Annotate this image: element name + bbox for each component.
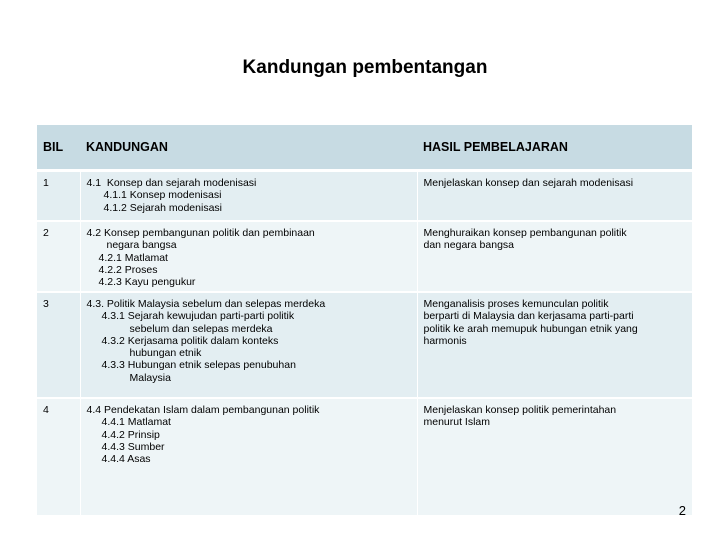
kandungan-line: 4.4.3 Sumber	[101, 440, 165, 453]
table-row	[37, 398, 692, 516]
hasil-line: Menghuraikan konsep pembangunan politik	[423, 227, 627, 239]
hasil-line: Menjelaskan konsep dan sejarah modenisasi	[423, 177, 634, 189]
hasil-line: politik ke arah memupuk hubungan etnik yang	[423, 322, 638, 335]
row-kandungan	[80, 292, 417, 398]
row-kandungan	[80, 221, 417, 292]
kandungan-line: 4.3.2 Kerjasama politik dalam konteks	[101, 334, 279, 347]
table-header-row	[37, 125, 692, 171]
page-title: Kandungan pembentangan	[242, 57, 488, 78]
header-kandungan: KANDUNGAN	[80, 125, 417, 171]
row-kandungan	[80, 398, 417, 516]
kandungan-line: 4.3. Politik Malaysia sebelum dan selepas merdeka	[86, 298, 326, 310]
hasil-line: Menjelaskan konsep politik pemerintahan	[423, 404, 617, 416]
kandungan-line: sebelum dan selepas merdeka	[129, 322, 273, 335]
kandungan-line: 4.4.2 Prinsip	[101, 428, 160, 441]
header-bil: BIL	[37, 125, 80, 171]
row-hasil	[417, 292, 692, 398]
kandungan-line: 4.4.1 Matlamat	[101, 416, 171, 429]
table-row	[37, 221, 692, 292]
hasil-line: berparti di Malaysia dan kerjasama parti-parti	[423, 310, 634, 323]
hasil-line: menurut Islam	[423, 416, 491, 429]
kandungan-line: 4.2 Konsep pembangunan politik dan pembinaan	[86, 227, 315, 239]
row-hasil	[417, 171, 692, 222]
kandungan-line: 4.1 Konsep dan sejarah modenisasi	[86, 177, 257, 189]
kandungan-line: 4.3.1 Sejarah kewujudan parti-parti politik	[101, 310, 295, 323]
kandungan-line: 4.2.1 Matlamat	[98, 251, 168, 264]
kandungan-line: 4.4 Pendekatan Islam dalam pembangunan politik	[86, 404, 320, 416]
hasil-line: dan negara bangsa	[423, 239, 514, 252]
kandungan-line: 4.4.4 Asas	[101, 453, 151, 466]
table-row	[37, 171, 692, 222]
hasil-line: Menganalisis proses kemunculan politik	[423, 298, 609, 310]
header-hasil: HASIL PEMBELAJARAN	[417, 125, 692, 171]
kandungan-line: Malaysia	[129, 371, 171, 384]
kandungan-line: negara bangsa	[106, 239, 177, 252]
kandungan-line: hubungan etnik	[129, 347, 202, 360]
kandungan-line: 4.1.1 Konsep modenisasi	[103, 189, 222, 202]
kandungan-line: 4.3.3 Hubungan etnik selepas penubuhan	[101, 359, 296, 372]
row-number: 2	[37, 221, 80, 292]
row-number: 3	[37, 292, 80, 398]
kandungan-line: 4.2.3 Kayu pengukur	[98, 276, 196, 289]
kandungan-line: 4.2.2 Proses	[98, 263, 158, 276]
table-row	[37, 292, 692, 398]
row-hasil	[417, 398, 692, 516]
row-hasil	[417, 221, 692, 292]
content-table	[37, 125, 693, 517]
kandungan-line: 4.1.2 Sejarah modenisasi	[103, 201, 222, 214]
row-number: 1	[37, 171, 80, 222]
hasil-line: harmonis	[423, 334, 467, 347]
page-number: 2	[678, 503, 686, 518]
row-kandungan	[80, 171, 417, 222]
row-number: 4	[37, 398, 80, 516]
